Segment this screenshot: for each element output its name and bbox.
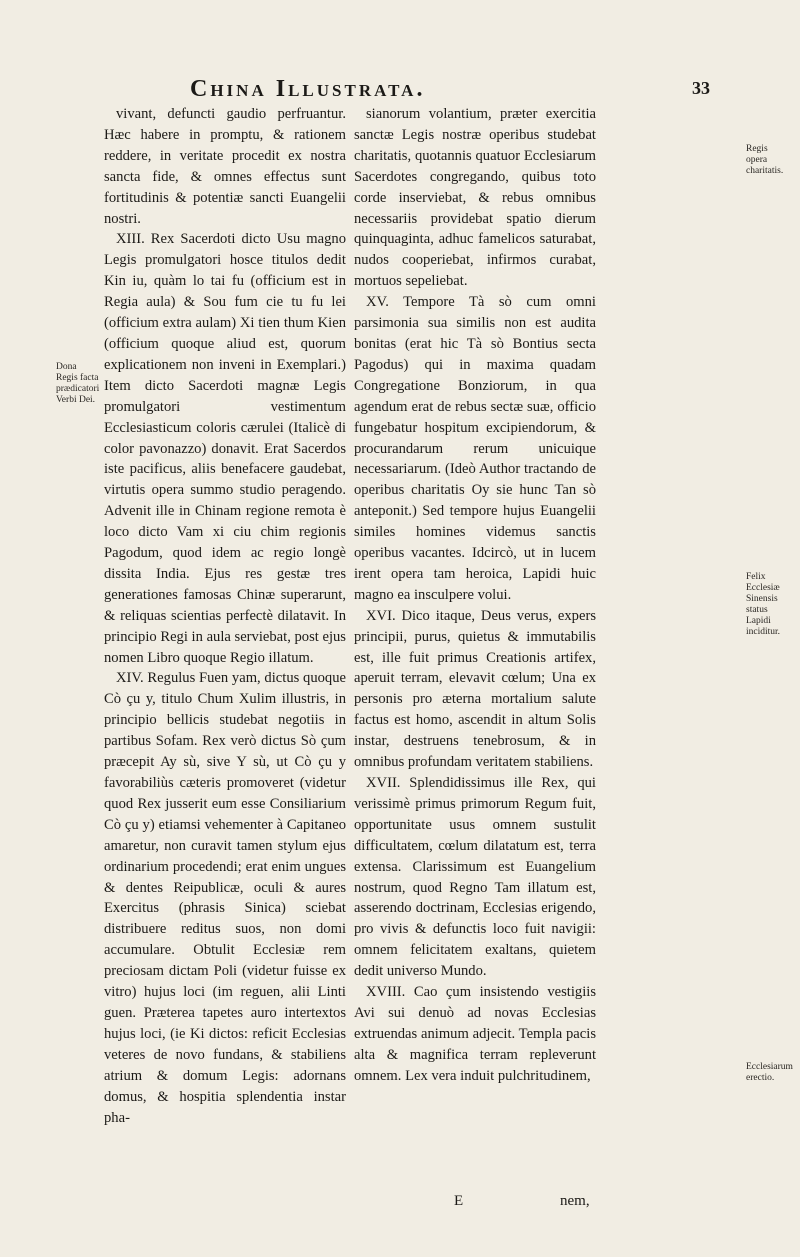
- running-title: China Illustrata.: [190, 76, 426, 102]
- paragraph-xiii: XIII. Rex Sacerdoti dicto Usu magno Legis promulgatori hosce titulos dedit Kin iu, quàm lo tai fu (officium est in Regia aula) & Sou fum cie tu fu lei (officium extra aulam) Xi tien thum Kien (officium quoque aliud est, quorum explicationem non inveni in Exemplari.) Item dicto Sacerdoti magnæ Legis promulgatori vestimentum Ecclesiasticum coloris cærulei (Italicè di color pavonazzo) donavit. Erat Sacerdos iste pacificus, aliis benefacere gaudebat, virtutis opera summo studio peragendo. Advenit ille in Chinam regione remota è loco dicto Vam xi ciu chim regionis Pagodum, quod idem ac regio longè dissita India. Ejus res gestæ tres generationes famosas Chinæ superarunt, & reliquas scientias perfectè dilatavit. In principio Regi in aula serviebat, post ejus nomen Libro quoque Regio illatum.: [104, 231, 346, 666]
- right-column: [354, 104, 596, 1087]
- signature-mark: E: [454, 1193, 464, 1209]
- running-header: [190, 76, 710, 103]
- margin-note-right-3: Ecclesiarum erectio.: [746, 1062, 793, 1083]
- paragraph-xvi: XVI. Dico itaque, Deus verus, expers principii, purus, quietus & immutabilis est, ille fuit primus Creationis artifex, aperuit terram, elevavit cœlum; Una ex personis pro æterna mortalium salute factus est homo, ascendit in altum Solis instar, destruens tenebrosum, & in omnibus profundam veritatem stabiliens.: [354, 607, 596, 771]
- paragraph-continued: sianorum volantium, præter exercitia sanctæ Legis nostræ operibus studebat charitatis, quotannis quatuor Ecclesiarum Sacerdotes congregando, quibus toto corde inserviebat, & rebus omnibus necessariis providebat spatio dierum quinquaginta, adhuc famelicos saturabat, nudos cooperiebat, infirmos curabat, mortuos sepeliebat.: [354, 106, 596, 290]
- paragraph-xiv: XIV. Regulus Fuen yam, dictus quoque Cò çu y, titulo Chum Xulim illustris, in principio bellicis studebat negotiis in partibus Sofam. Rex verò dictus Sò çum præcepit Ay sù, sive Y sù, ut Cò çu y favorabiliùs cæteris promoveret (videtur quod Rex jusserit eum esse Consiliarium Cò çu y) etiamsi vehementer à Capitaneo amaretur, non curavit tamen stylum ejus ordinarium procedendi; erat enim ungues & dentes Reipublicæ, oculi & aures Exercitus (phrasis Sinica) sciebat distribuere reditus suos, non domi accumulare. Obtulit Ecclesiæ rem preciosam dictam Poli (videtur fuisse ex vitro) hujus loci (im reguen, alii Linti guen. Præterea tapetes auro intertextos hujus loci, (ie Ki dictos: reficit Ecclesias veteres de novo fundans, & stabiliens atrium & domum Legis: adornans domus, & hospitia splendentia instar pha-: [104, 670, 346, 1126]
- page-number: 33: [692, 78, 710, 98]
- paragraph-xv: XV. Tempore Tà sò cum omni parsimonia sua similis non est audita bonitas (erat hic Tà sò Bontius secta Pagodus) qui in maxima quadam Congregatione Bonziorum, in qua agendum erat de rebus sectæ suæ, officio fungebatur hospitum excipiendorum, & procurandarum rerum unicuique necessariarum. (Ideò Author tractando de operibus charitatis Oy sie hunc Tan sò anteponit.) Sed tempore hujus Euangelii similes homines videmus sanctis operibus vacantes. Idcircò, ut in lucem irent opera tam heroica, Lapidi huic magno ea insculpere volui.: [354, 294, 596, 603]
- paragraph-intro: vivant, defuncti gaudio perfruantur. Hæc habere in promptu, & rationem reddere, in veritate procedit ex nostra sancta fide, & omnes effectus sunt fortitudinis & potentiæ sancti Euangelii nostri.: [104, 106, 346, 227]
- paragraph-xvii: XVII. Splendidissimus ille Rex, qui verissimè primus primorum Regum fuit, opportunitate usus omnem sustulit difficultatem, cœlum dilatatum est, terra extensa. Clarissimum est Euangelium nostrum, quod Regno Tam illatum est, asserendo doctrinam, Ecclesias erigendo, pro vivis & defunctis loco fuit navigii: omnem felicitatem exaltans, quietem dedit universo Mundo.: [354, 775, 596, 980]
- paragraph-xviii: XVIII. Cao çum insistendo vestigiis Avi sui denuò ad novas Ecclesias extruendas animum adjecit. Templa pacis alta & magnifica terram repleverunt omnem. Lex vera induit pulchritudinem,: [354, 984, 596, 1084]
- catchword: nem,: [560, 1193, 590, 1209]
- left-column: [104, 104, 346, 1128]
- margin-note-right-1: Regis opera charitatis.: [746, 144, 784, 176]
- margin-note-right-2: Felix Ecclesiæ Sinensis status Lapidi inciditur.: [746, 572, 781, 637]
- margin-note-left: Dona Regis facta prædicatori Verbi Dei.: [56, 362, 100, 405]
